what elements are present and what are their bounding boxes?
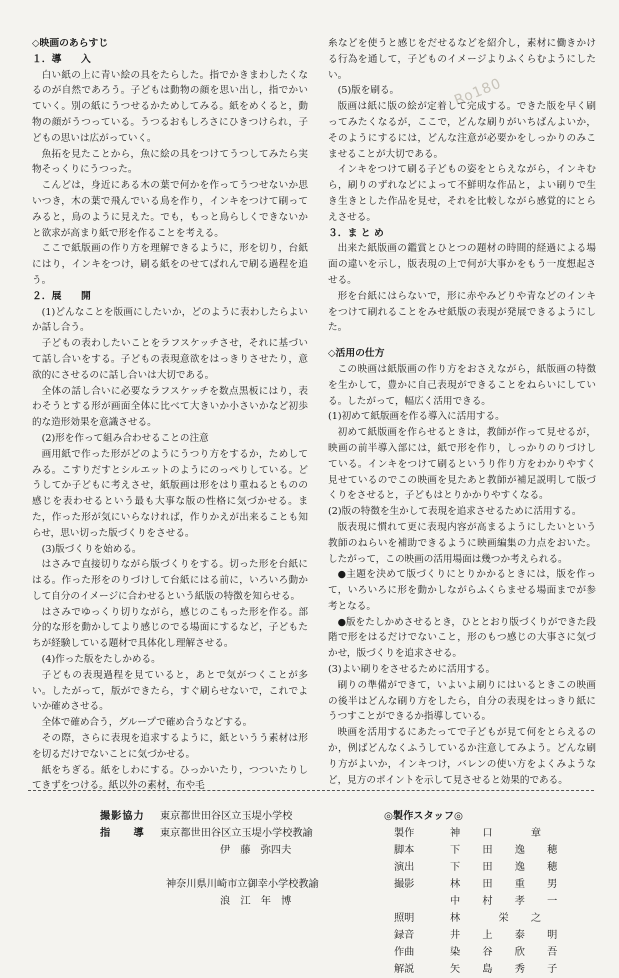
paragraph: (1)どんなことを版画にしたいか，どのように表わしたらよいか話し合う。: [32, 306, 308, 334]
staff-name: 下 田 逸 穂: [450, 862, 564, 873]
paragraph: 初めて紙版画を作らせるときは，教師が作って見せるが，映画の前半導入部には，紙で形を作り，しっかりのりづけしている。インキをつけて刷るというり作り方をわかりやすく見せているのでこの映画を見たあと教師が補足説明して版づくりをさせると，子どもはとりかかりやすくなる。: [328, 427, 596, 502]
paragraph: 全体で確め合う，グループで確め合うなどする。: [41, 717, 253, 729]
paragraph: はさみでゆっくり切りながら，感じのこもった形を作る。部分的な形を動かしてより感じのでる場面にするなど，子どもたちが経験している題材で具体化し理解させる。: [32, 606, 308, 650]
paragraph: その際，さらに表現を追求するように，紙というう素材は形を切るだけでないことに気づかせる。: [32, 733, 308, 760]
photo-coop-value: 東京都世田谷区立玉堤小学校: [160, 811, 293, 822]
staff-role: 演出: [394, 862, 415, 873]
paragraph: インキをつけて刷る子どもの姿をとらえながら，インキむら，刷りのずれなどによって不鮮明な作品と，よい刷りで生き生きとした作品を見せ，それを比較しながら感覚的にとらえさせる。: [328, 164, 596, 223]
staff-role: 解説: [394, 964, 415, 975]
staff-role: 製作: [394, 828, 415, 839]
staff-role: 撮影: [394, 879, 415, 890]
faded-stamp: Ro180: [452, 75, 504, 109]
guidance-label: 指 導: [100, 828, 145, 839]
paragraph: はさみで直接切りながら版づくりをする。切った形を台紙にはる。作った形をのりづけして台紙にはる前に，いろいろ動かして自分のイメージに合わせるという紙版の特徴を知らせる。: [32, 559, 308, 602]
paragraph: こんどは，身近にある木の葉で何かを作ってうつせないか思いつき，木の葉で飛んでいる鳥を作り，インキをつけて刷ってみると，鳥のように見えた。でも，もっと鳥らしくできないかと欲求が高まり紙で形を作ることを考える。: [32, 180, 308, 239]
paragraph: (3)よい刷りをさせるために活用する。: [328, 664, 496, 676]
paragraph: 画用紙で作った形がどのようにうつり方をするか，ためしてみる。こすりだすとシルエットのようにのっぺりしている。どうしてか子どもに考えさせ，紙版画は形をはり重ねるとものの感じを表わせるという最も大事な版の性格に気づかせる。また，作った形が気にいらなければ，作りかえが出来ることも知らせ，思い切った版づくりをさせる。: [32, 448, 308, 539]
cooperation-credits: [100, 808, 380, 910]
staff-name: 林 田 重 男: [450, 879, 564, 890]
paragraph: 全体の話し合いに必要なラフスケッチを数点黒板にはり，表わそうとする形が画面全体に比べて大きいか小さいかなど初歩的な造形効果を意識させる。: [32, 385, 308, 429]
usage-heading: ◇活用の仕方: [328, 348, 385, 360]
paragraph: 版表現に慣れて更に表現内容が高まるようにしたいという教師のねらいを補助できるように映画編集の力点をおいた。したがって，この映画の活用場面は幾つか考えられる。: [328, 521, 596, 565]
staff-role: 脚本: [394, 845, 415, 856]
summary-heading: ３．ま と め: [328, 227, 384, 239]
paragraph: ここで紙版画の作り方を理解できるように，形を切り，台紙にはり，インキをつけ，刷る紙をのせてばれんで刷る過程を追う。: [32, 243, 308, 286]
paragraph: ●版をたしかめさせるとき，ひととおり版づくりができた段階で形をはるだけでないこと，形のもつ感じの大事さに気づかせ，版づくりを追求させる。: [328, 616, 596, 660]
synopsis-heading: ◇映画のあらすじ: [32, 38, 109, 49]
staff-role: 照明: [394, 913, 415, 924]
guidance-school-1: 東京都世田谷区立玉堤小学校教諭: [160, 828, 313, 839]
paragraph: 紙をちぎる。紙をしわにする。ひっかいたり，つついたりしてきずをつける。紙以外の素材，布や毛: [32, 764, 308, 792]
section-divider: [28, 790, 594, 791]
paragraph: (1)初めて紙版画を作る導入に活用する。: [328, 411, 505, 423]
paragraph: 子どもの表わしたいことをラフスケッチさせ，それに基づいて話し合いをする。子どもの表現意欲をはっきりさせたり，意欲的にさせるのに話し合いは大切である。: [32, 338, 308, 381]
paragraph: 刷りの準備ができて，いよいよ刷りにはいるときこの映画の後半はどんな刷り方をしたら，自分の表現をはっきり紙にうつすことができるか指導している。: [328, 679, 596, 723]
paragraph: (5)版を刷る。: [337, 85, 400, 97]
paragraph: 白い紙の上に青い絵の具をたらした。指でかきまわしたくなるのが自然であろう。子どもは動物の顔を思い出し，指でかいていく。別の紙にうつせるかためしてみる。紙をめくると，動物の顔がうつっている。うつるおもしろさにひきつけられ，子どもの思いは広がっていく。: [32, 69, 308, 144]
staff-role: 録音: [394, 930, 415, 941]
right-column: [328, 36, 596, 788]
staff-name: 中 村 孝 一: [450, 896, 564, 907]
paragraph: 出来た紙版画の鑑賞とひとつの題材の時間的経過による場面の違いを示し，版表現の上で何が大事かをもう一度想起させる。: [328, 243, 596, 286]
staff-name: 矢 島 秀 子: [450, 964, 564, 975]
intro-heading: １．導 入: [32, 53, 91, 65]
paragraph: 子どもの表現過程を見ていると，あとで気がつくことが多い。したがって，版ができたら，すぐ刷らせないで，これでよいか確めさせる。: [32, 669, 308, 713]
staff-title: ◎製作スタッフ◎: [384, 811, 463, 822]
paragraph: ●主題を決めて版づくりにとりかかるときには，版を作って，いろいろに形を動かしながらふくらませる場面までが参考となる。: [328, 569, 596, 612]
staff-name: 井 上 泰 明: [450, 930, 564, 941]
paragraph: 映画を活用するにあたってで子どもが見て何をとらえるのか，例ばどんなくふうしているか注意してみよう。どんな刷り方がよいか，インキつけ，バレンの使い方をよくみようなど，見方のポイントを示して見させると効果的である。: [328, 727, 596, 786]
production-staff: [384, 808, 594, 978]
photo-coop-label: 撮影協力: [100, 811, 145, 822]
staff-name: 染 谷 欣 吾: [450, 947, 564, 958]
develop-heading: ２．展 開: [32, 290, 91, 302]
paragraph: この映画は紙版画の作り方をおさえながら，紙版画の特徴を生かして，豊かに自己表現ができることをねらいにしている。したがって，幅広く活用できる。: [328, 363, 596, 407]
paragraph: 版画は紙に版の絵が定着して完成する。できた版を早く刷ってみたくなるが，ここで，どんな刷りがいちばんよいか，そのようにするには，どんな注意が必要かをしっかりのみこませることが大切である。: [328, 101, 596, 160]
staff-role: [384, 893, 444, 910]
paragraph: (4)作った版をたしかめる。: [41, 654, 161, 666]
paragraph: 魚拓を見たことから，魚に絵の具をつけてうつしてみたら実物そっくりにうつった。: [32, 148, 308, 176]
paragraph: 糸などを使うと感じをだせるなどを紹介し，素材に働きかける行為を通して，子どものイメージよりふくらむようにしたい。: [328, 38, 596, 81]
guidance-school-2: 神奈川県川崎市立御幸小学校教諭: [166, 879, 319, 890]
paragraph: (3)版づくりを始める。: [41, 543, 142, 555]
guidance-teacher-2: 浪 江 年 博: [220, 896, 292, 907]
staff-role: 作曲: [394, 947, 415, 958]
staff-name: 林 栄 之: [450, 913, 548, 924]
paragraph: (2)版の特徴を生かして表現を追求させるために活用する。: [328, 506, 582, 518]
paragraph: (2)形を作って組み合わせることの注意: [41, 432, 209, 444]
staff-name: 神 口 章: [450, 828, 548, 839]
staff-name: 下 田 逸 穂: [450, 845, 564, 856]
left-column: [32, 36, 308, 794]
guidance-teacher-1: 伊 藤 弥四夫: [220, 845, 292, 856]
paragraph: 形を台紙にはらないで，形に赤やみどりや青などのインキをつけて刷れることをみせ紙版の表現が発展できるようにした。: [328, 290, 596, 334]
